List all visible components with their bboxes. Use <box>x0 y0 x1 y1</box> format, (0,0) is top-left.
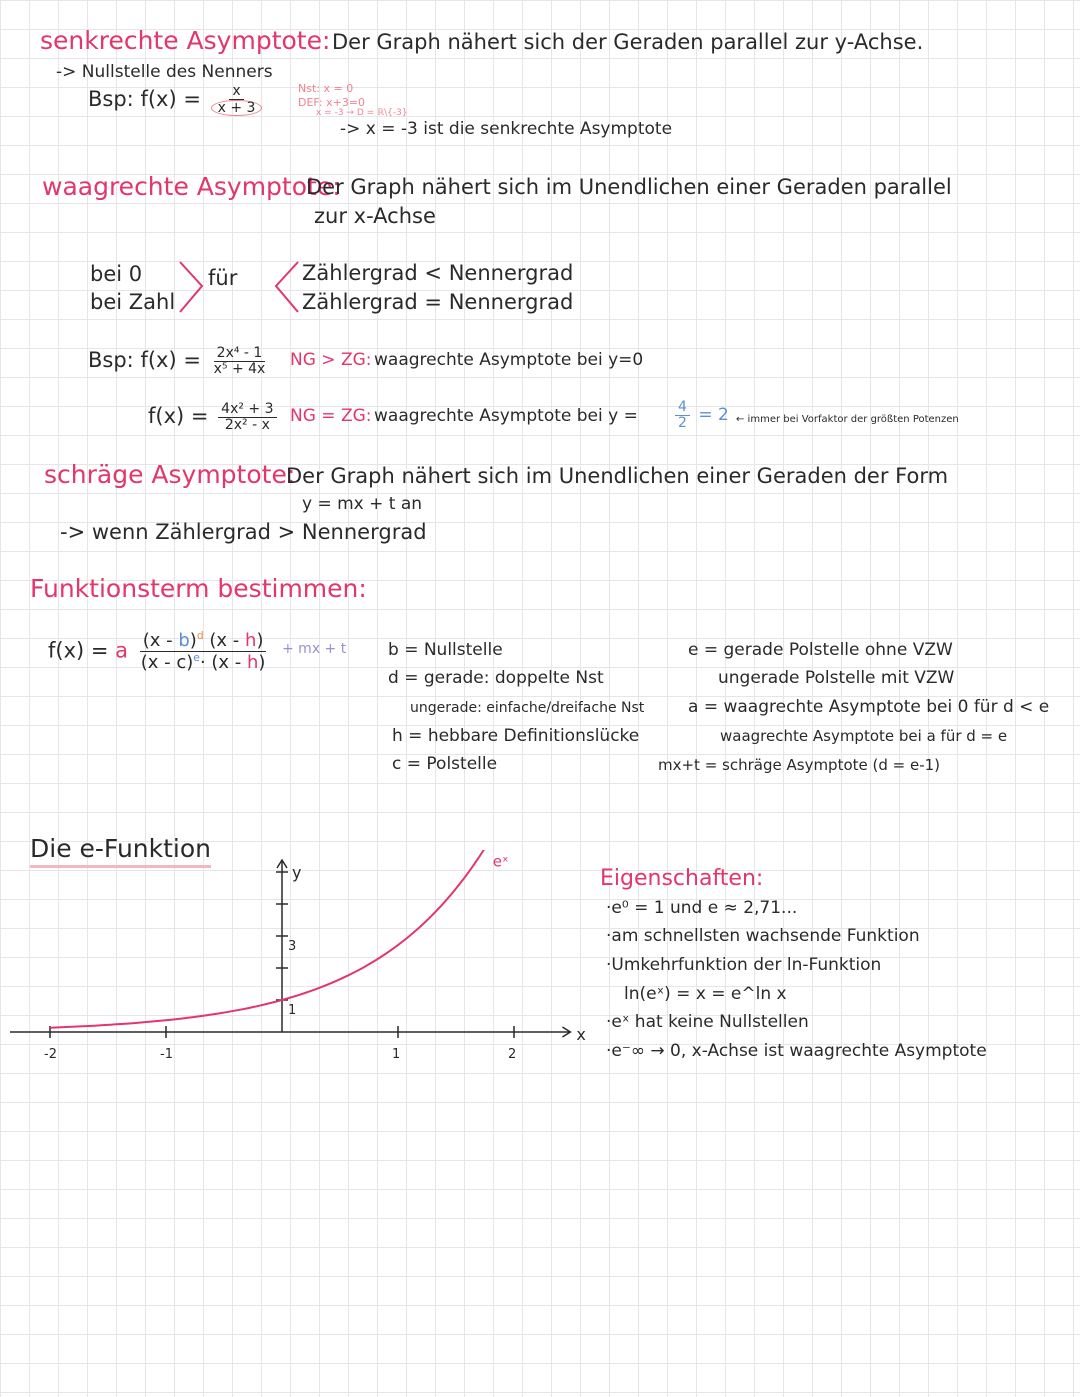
fraction-numerator: x <box>229 84 243 100</box>
y-tick-label: 3 <box>288 939 297 954</box>
legend-c: c = Polstelle <box>392 754 498 774</box>
left-bracket-icon <box>272 258 304 318</box>
value-fraction <box>675 400 690 430</box>
example-2-value <box>672 400 729 430</box>
vertical-fraction <box>211 84 263 116</box>
oblique-desc-2: y = mx + t an <box>302 494 423 514</box>
exp-d: d <box>196 629 204 642</box>
example-2-condition: NG = ZG: <box>290 406 372 426</box>
eig-3: ·Umkehrfunktion der ln-Funktion <box>606 955 882 975</box>
num-part-3: (x - <box>203 630 246 651</box>
functerm-title: Funktionsterm bestimmen: <box>30 574 367 603</box>
fx-label: f(x) = <box>48 638 109 663</box>
horizontal-desc-2: zur x-Achse <box>314 204 436 228</box>
condition-2: Zählergrad = Nennergrad <box>302 290 574 314</box>
legend-a-2: waagrechte Asymptote bei a für d = e <box>720 727 1008 745</box>
legend-a-1: a = waagrechte Asymptote bei 0 für d < e <box>688 697 1050 717</box>
example-2-fraction <box>218 402 276 432</box>
legend-e-2: ungerade Polstelle mit VZW <box>718 668 955 688</box>
bei-zahl: bei Zahl <box>90 290 176 314</box>
fraction-denominator: x⁵ + 4x <box>213 360 266 377</box>
num-part-2: ) <box>189 630 197 651</box>
y-axis-label: y <box>292 863 302 882</box>
fx-label: f(x) = <box>140 348 201 373</box>
example-1-result: waagrechte Asymptote bei y=0 <box>374 350 644 370</box>
num-h: h <box>245 630 257 651</box>
legend-d-2: ungerade: einfache/dreifache Nst <box>410 700 645 716</box>
fraction-numerator: 4 <box>675 400 690 416</box>
vertical-example <box>88 84 265 116</box>
fraction-numerator <box>140 630 267 652</box>
legend-m: mx+t = schräge Asymptote (d = e-1) <box>658 756 941 774</box>
right-bracket-icon <box>176 258 208 318</box>
def-note: DEF: x+3=0 <box>298 96 366 109</box>
legend-d-1: d = gerade: doppelte Nst <box>388 668 604 688</box>
legend-e-1: e = gerade Polstelle ohne VZW <box>688 640 953 660</box>
horizontal-example-1 <box>88 346 271 376</box>
exp-e: e <box>193 650 200 664</box>
y-tick-label: 1 <box>288 1003 297 1018</box>
horizontal-example-2 <box>148 402 280 432</box>
condition-1: Zählergrad < Nennergrad <box>302 261 574 285</box>
oblique-asymptote-title: schräge Asymptote: <box>44 460 296 489</box>
eig-1: ·e⁰ = 1 und e ≈ 2,71... <box>606 898 798 918</box>
factor-a: a <box>115 638 129 663</box>
den-h: h <box>247 651 259 673</box>
plus-mx-t: + mx + t <box>282 641 347 657</box>
fraction-numerator: 4x² + 3 <box>218 402 276 418</box>
eig-title: Eigenschaften: <box>600 866 764 891</box>
vertical-asymptote-title: senkrechte Asymptote: <box>40 26 331 55</box>
fx-label: f(x) = <box>148 404 209 429</box>
efunc-chart <box>0 850 600 1110</box>
def-note-2: x = -3 → D = ℝ\{-3} <box>316 108 408 118</box>
nst-note: Nst: x = 0 <box>298 82 354 95</box>
example-2-result: waagrechte Asymptote bei y = <box>374 406 638 426</box>
fraction-denominator: x + 3 <box>211 100 263 117</box>
x-axis-label: x <box>576 1025 586 1044</box>
den-part-1: (x - c) <box>140 651 194 673</box>
x-tick-label: -1 <box>160 1047 173 1062</box>
vertical-result: -> x = -3 ist die senkrechte Asymptote <box>340 119 673 139</box>
bsp-label: Bsp: <box>88 348 134 373</box>
num-part-4: ) <box>256 630 264 651</box>
fraction-denominator: 2x² - x <box>224 416 270 433</box>
eig-2: ·am schnellsten wachsende Funktion <box>606 926 920 946</box>
legend-b: b = Nullstelle <box>388 640 503 660</box>
horizontal-desc-1: Der Graph nähert sich im Unendlichen einer Geraden parallel <box>306 175 952 199</box>
fuer-label: für <box>208 266 238 290</box>
den-part-3: ) <box>258 651 266 673</box>
value-equals: = 2 <box>698 405 729 426</box>
den-part-2: · (x - <box>199 651 247 673</box>
x-tick-label: -2 <box>44 1047 57 1062</box>
vertical-note: -> Nullstelle des Nenners <box>56 62 273 82</box>
eig-6: ·e⁻∞ → 0, x-Achse ist waagrechte Asymptote <box>606 1041 987 1061</box>
num-b: b <box>178 630 190 651</box>
fraction-numerator: 2x⁴ - 1 <box>214 346 266 362</box>
oblique-desc-1: Der Graph nähert sich im Unendlichen einer Geraden der Form <box>286 464 949 488</box>
functerm-formula <box>48 630 271 673</box>
fraction-denominator: 2 <box>678 414 687 431</box>
oblique-condition: -> wenn Zählergrad > Nennergrad <box>60 520 427 544</box>
x-tick-label: 2 <box>508 1047 517 1062</box>
bei-0: bei 0 <box>90 262 143 286</box>
eig-5: ·eˣ hat keine Nullstellen <box>606 1012 809 1032</box>
vertical-asymptote-desc: Der Graph nähert sich der Geraden parallel zur y-Achse. <box>332 30 924 54</box>
functerm-fraction <box>138 630 269 673</box>
example-1-fraction <box>211 346 269 376</box>
example-2-note: ← immer bei Vorfaktor der größten Potenzen <box>736 414 959 425</box>
x-tick-label: 1 <box>392 1047 401 1062</box>
num-part-1: (x - <box>142 630 179 651</box>
efunc-title-text: Die e-Funktion <box>30 834 211 868</box>
eig-4: ln(eˣ) = x = e^ln x <box>624 984 787 1004</box>
ex-curve <box>50 850 491 1028</box>
horizontal-asymptote-title: waagrechte Asymptote: <box>42 172 341 201</box>
bsp-label: Bsp: <box>88 87 134 112</box>
fx-label: f(x) = <box>140 87 201 112</box>
fraction-denominator <box>138 652 269 673</box>
curve-label: eˣ <box>492 852 509 871</box>
example-1-condition: NG > ZG: <box>290 350 372 370</box>
legend-h: h = hebbare Definitionslücke <box>392 726 640 746</box>
